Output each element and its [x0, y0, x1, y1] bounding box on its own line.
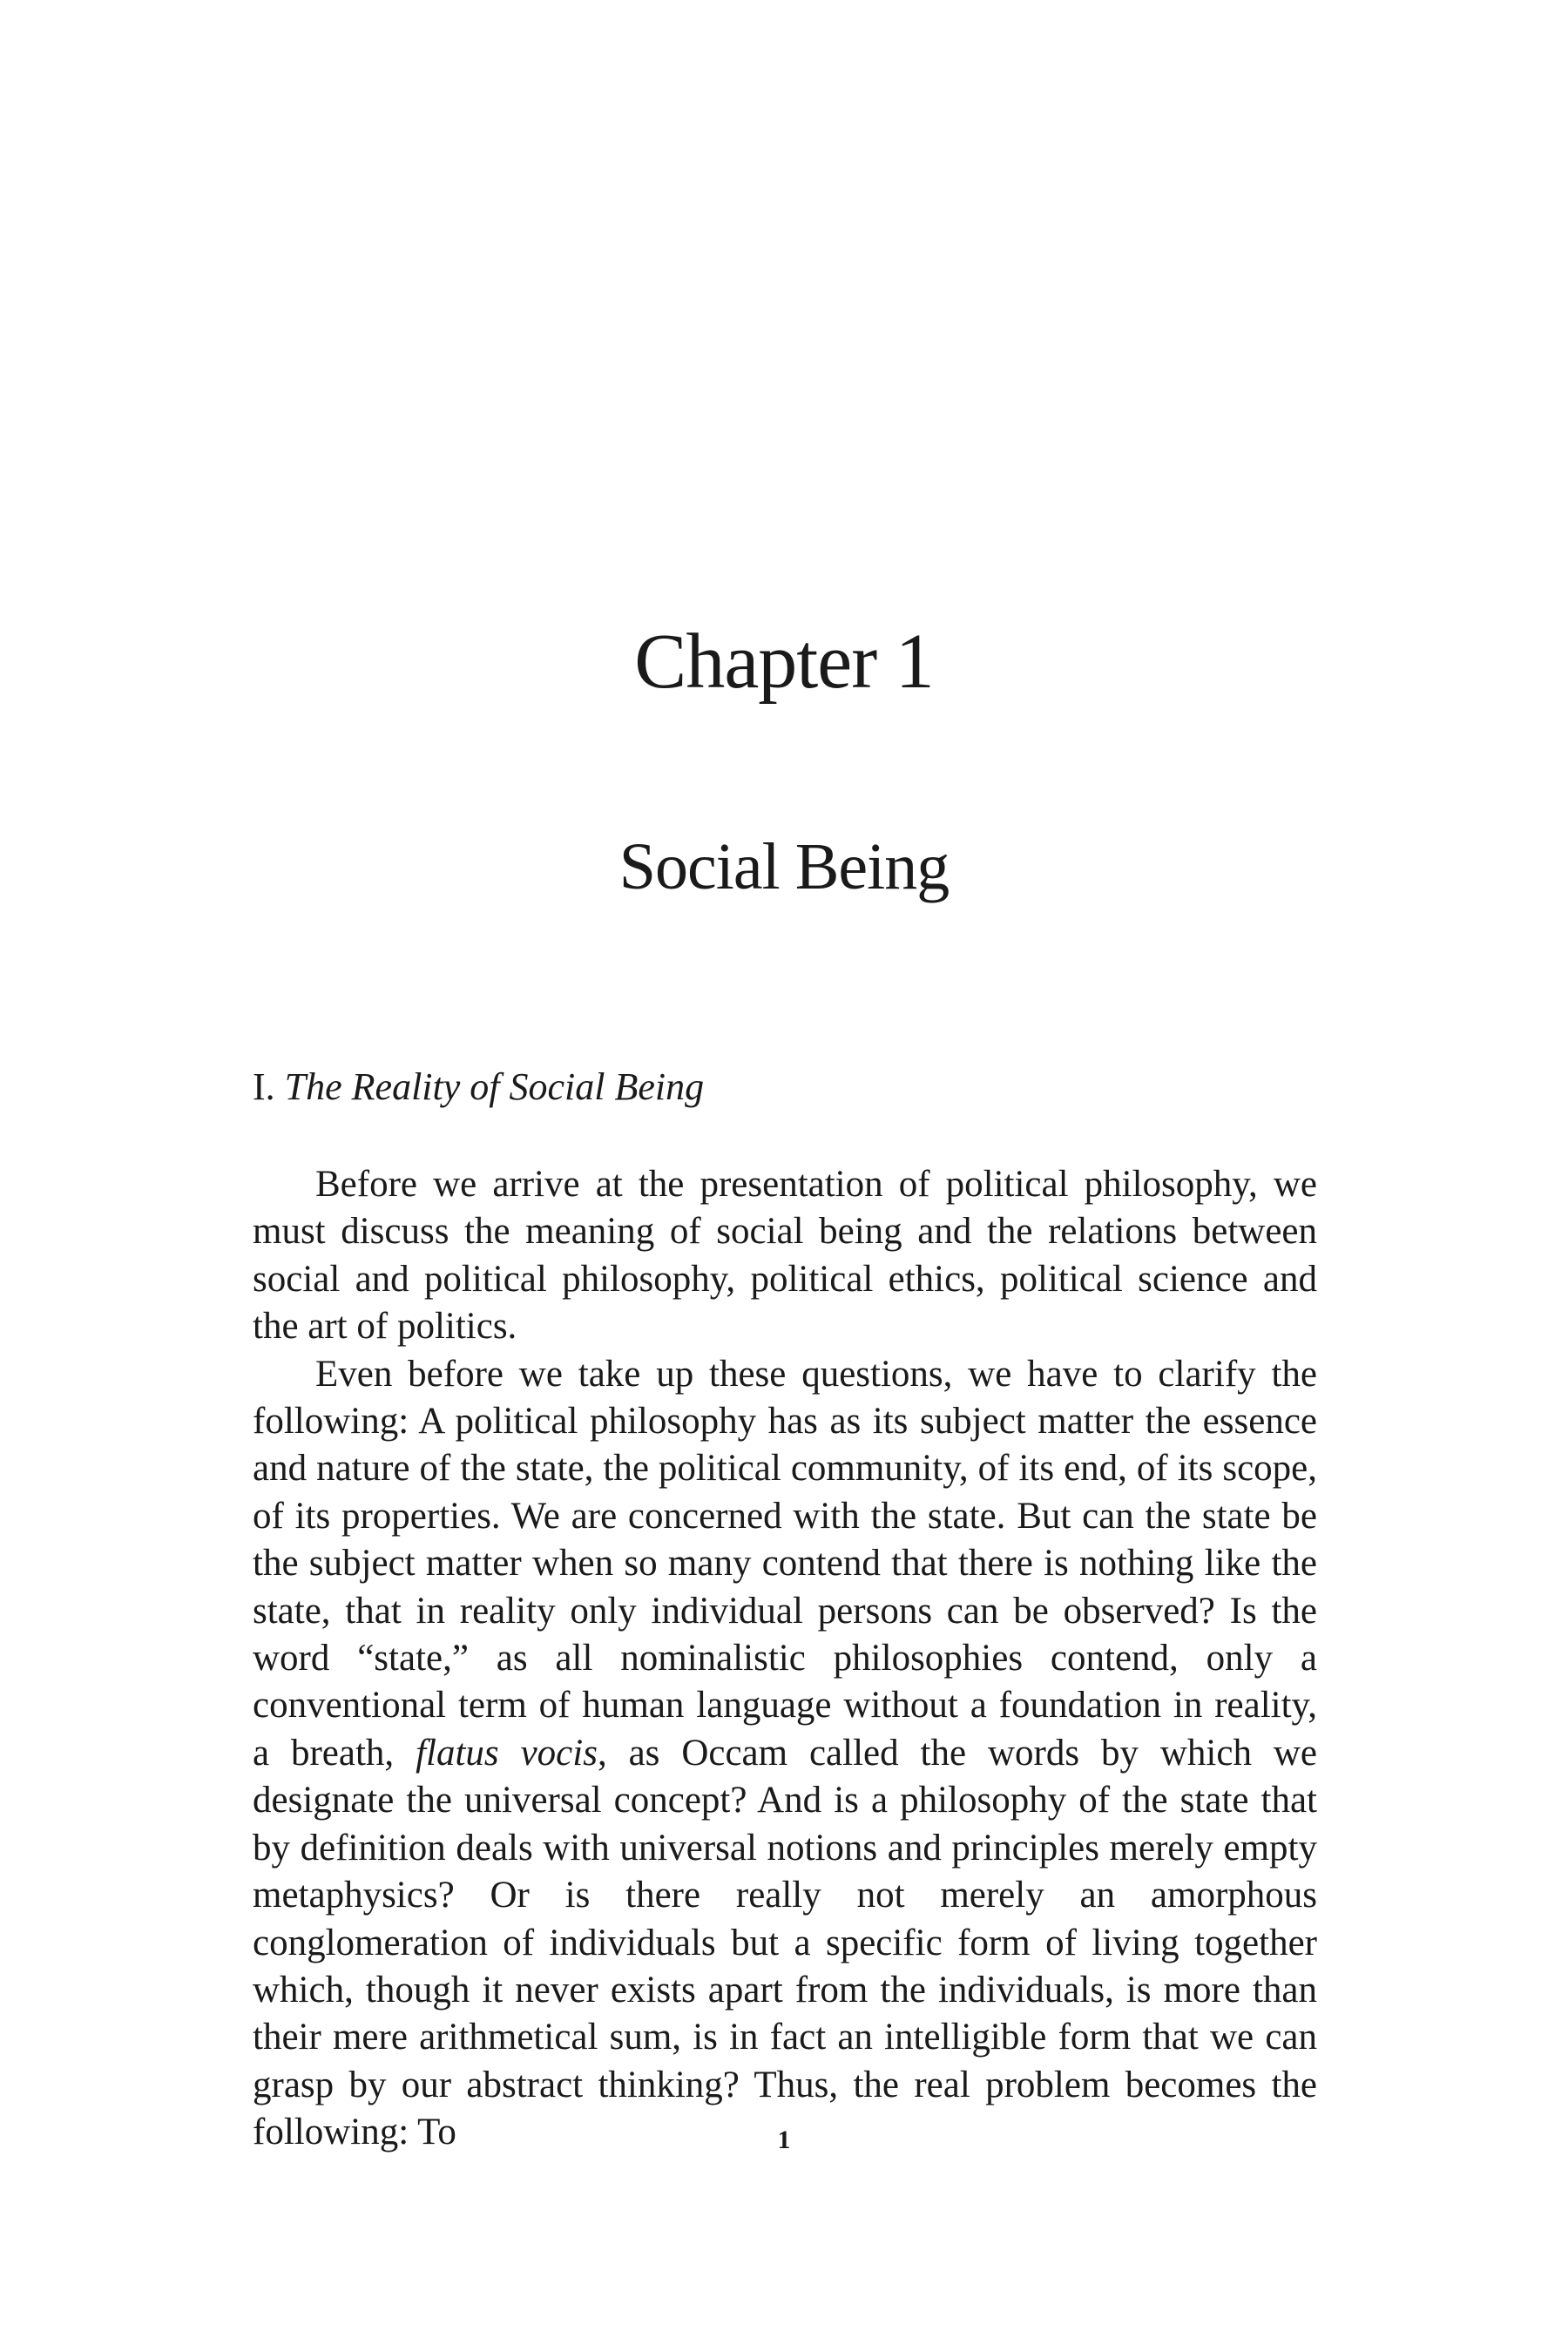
section-title: The Reality of Social Being — [284, 1065, 705, 1108]
page-number: 1 — [777, 2126, 791, 2154]
chapter-number: Chapter 1 — [634, 618, 934, 705]
section-numeral: I. — [253, 1065, 275, 1108]
paragraph-1: Before we arrive at the presentation of political philosophy, we must discuss the meaning of social being and the relations between social and political philosophy, political ethics, political science and the art of politics. — [253, 1164, 1317, 1348]
latin-phrase: flatus vocis — [416, 1732, 598, 1774]
paragraph-2-part-2: , as Occam called the words by which we designate the universal concept? And is a philosophy of the state that by definition deals with universal notions and principles merely empty metaphysics? Or is there really not merely an amorphous conglomeration of individuals but a specific form of living together which, though it never exists apart from the individuals, is more than their mere arithmetical sum, is in fact an intelligible form that we can grasp by our abstract thinking? Thus, the real problem becomes the following: To — [253, 1732, 1318, 2153]
chapter-title: Social Being — [618, 830, 950, 903]
paragraph-2-part-1: Even before we take up these questions, we have to clarify the following: A political philosophy has as its subject matter the essence and nature of the state, the political community, of its end, of its scope, of its properties. We are concerned with the state. But can the state be the subject matter when so many contend that there is nothing like the state, that in reality only individual persons can be observed? Is the word “state,” as all nominalistic philosophies contend, only a conventional term of human language without a foundation in reality, a breath, — [253, 1353, 1317, 1774]
paragraph-2 — [253, 1351, 1317, 2157]
section-heading — [253, 1064, 704, 1111]
body-text — [253, 1161, 1317, 2157]
